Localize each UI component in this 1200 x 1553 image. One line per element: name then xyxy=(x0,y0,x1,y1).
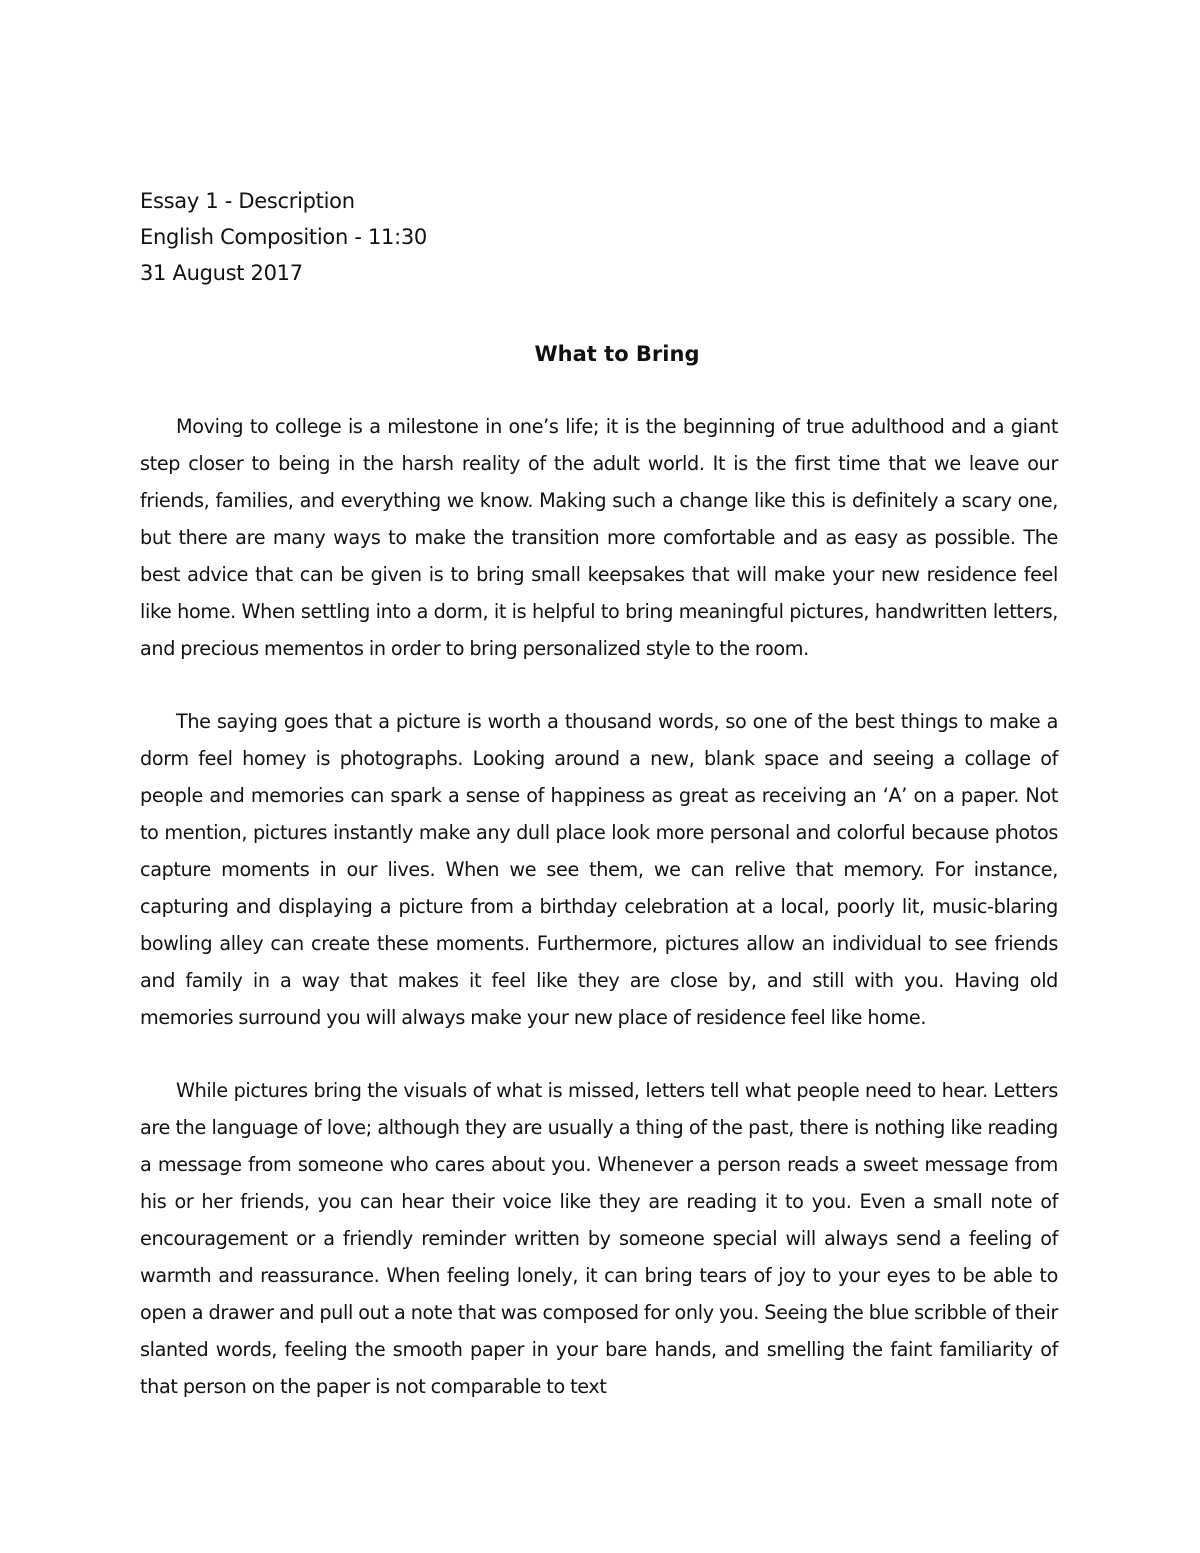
header-date: 31 August 2017 xyxy=(140,261,303,285)
header-essay-label: Essay 1 - Description xyxy=(140,189,355,213)
essay-body xyxy=(140,408,1058,1441)
header-course: English Composition - 11:30 xyxy=(140,225,427,249)
essay-header xyxy=(140,183,740,291)
essay-title: What to Bring xyxy=(534,342,700,366)
paragraph-3: While pictures bring the visuals of what is missed, letters tell what people need to hear. Letters are the language of love; although they are usually a thing of the past, there is nothing like reading a message from someone who cares about you. Whenever a person reads a sweet message from his or her friends, you can hear their voice like they are reading it to you. Even a small note of encouragement or a friendly reminder written by someone special will always send a feeling of warmth and reassurance. When feeling lonely, it can bring tears of joy to your eyes to be able to open a drawer and pull out a note that was composed for only you. Seeing the blue scribble of their slanted words, feeling the smooth paper in your bare hands, and smelling the faint familiarity of that person on the paper is not comparable to text xyxy=(140,1079,1058,1398)
paragraph-2: The saying goes that a picture is worth a thousand words, so one of the best things to make a dorm feel homey is photographs. Looking around a new, blank space and seeing a collage of people and memories can spark a sense of happiness as great as receiving an ‘A’ on a paper. Not to mention, pictures instantly make any dull place look more personal and colorful because photos capture moments in our lives. When we see them, we can relive that memory. For instance, capturing and displaying a picture from a birthday celebration at a local, poorly lit, music-blaring bowling alley can create these moments. Furthermore, pictures allow an individual to see friends and family in a way that makes it feel like they are close by, and still with you. Having old memories surround you will always make your new place of residence feel like home. xyxy=(140,710,1058,1029)
paragraph-1: Moving to college is a milestone in one’s life; it is the beginning of true adulthood and a giant step closer to being in the harsh reality of the adult world. It is the first time that we leave our friends, families, and everything we know. Making such a change like this is definitely a scary one, but there are many ways to make the transition more comfortable and as easy as possible. The best advice that can be given is to bring small keepsakes that will make your new residence feel like home. When settling into a dorm, it is helpful to bring meaningful pictures, handwritten letters, and precious mementos in order to bring personalized style to the room. xyxy=(140,415,1058,660)
